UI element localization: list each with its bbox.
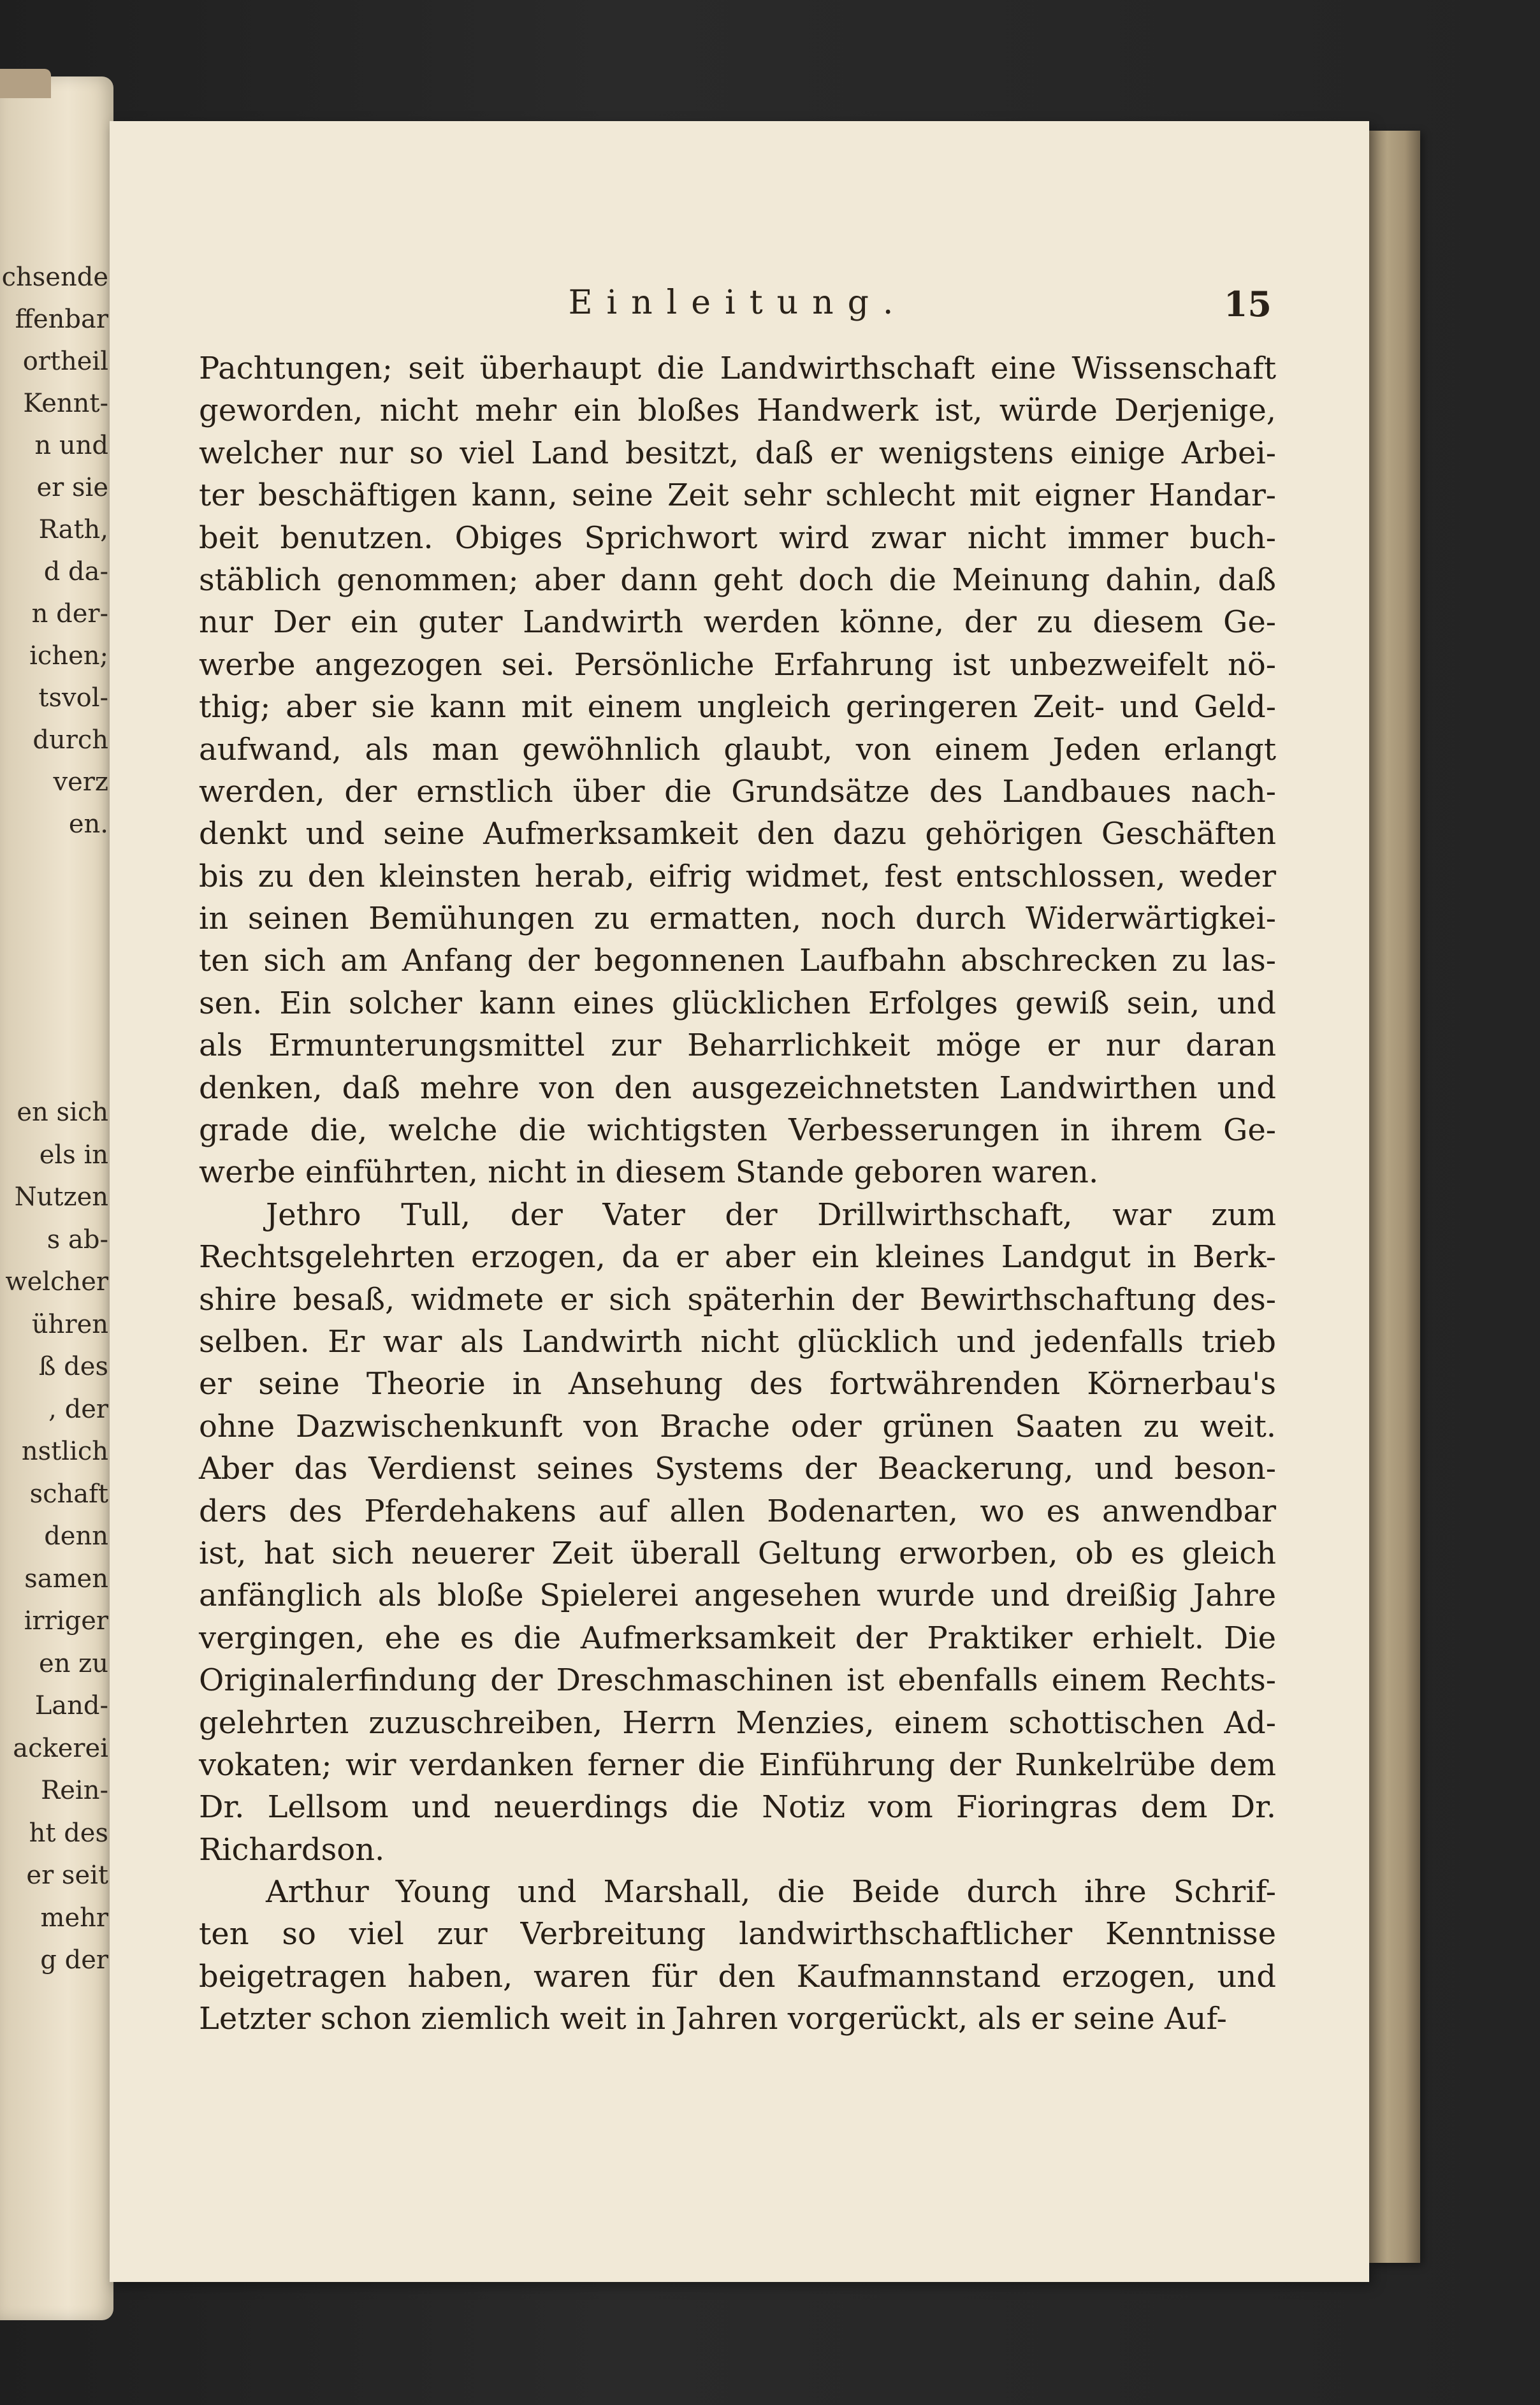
left-page-fragment: Rein-: [41, 1776, 108, 1805]
text-line: Pachtungen; seit überhaupt die Landwirthschaft eine Wissenschaft: [199, 351, 1276, 386]
left-page-fragment: ortheil: [22, 347, 108, 376]
left-page-fragment: Land-: [34, 1691, 108, 1720]
text-line: Aber das Verdienst seines Systems der Beackerung, und beson-: [199, 1451, 1276, 1487]
left-page-fragment: durch: [33, 725, 108, 755]
text-line: er seine Theorie in Ansehung des fortwährenden Körnerbau's: [199, 1366, 1276, 1402]
text-line: anfänglich als bloße Spielerei angesehen wurde und dreißig Jahre: [199, 1578, 1276, 1614]
left-page-fragment: Nutzen: [14, 1182, 108, 1212]
text-line: gelehrten zuzuschreiben, Herrn Menzies, einem schottischen Ad-: [199, 1704, 1276, 1741]
left-page-fragment: chsende: [1, 263, 108, 292]
text-line: ter beschäftigen kann, seine Zeit sehr schlecht mit eigner Handar-: [199, 477, 1276, 514]
left-page-fragment: ichen;: [29, 641, 108, 671]
left-page-text-fragments: [0, 76, 113, 2320]
text-line: werden, der ernstlich über die Grundsätze des Landbaues nach-: [199, 773, 1276, 810]
text-line: ten sich am Anfang der begonnenen Laufbahn abschrecken zu las-: [199, 943, 1276, 979]
left-cover-edge: [0, 69, 51, 98]
text-line: grade die, welche die wichtigsten Verbesserungen in ihrem Ge-: [199, 1112, 1276, 1149]
text-line: werbe angezogen sei. Persönliche Erfahrung ist unbezweifelt nö-: [199, 646, 1276, 683]
page-number: 15: [1223, 284, 1272, 324]
left-page-fragment: ffenbar: [15, 305, 108, 334]
text-line: werbe einführten, nicht in diesem Stande geboren waren.: [199, 1154, 1099, 1191]
body-text: [199, 347, 1276, 2040]
text-line: vokaten; wir verdanken ferner die Einführung der Runkelrübe dem: [199, 1747, 1276, 1783]
left-page-fragment: ackerei: [13, 1733, 108, 1763]
left-page-fragment: er sie: [36, 473, 108, 502]
left-page-fragment: en.: [68, 810, 108, 839]
running-head-title: Einleitung.: [568, 284, 908, 322]
left-page-fragment: els in: [39, 1140, 108, 1170]
text-line: nur Der ein guter Landwirth werden könne, der zu diesem Ge-: [199, 604, 1276, 641]
left-page-fragment: ht des: [29, 1818, 108, 1848]
main-page: [110, 121, 1369, 2282]
text-line: als Ermunterungsmittel zur Beharrlichkeit möge er nur daran: [199, 1028, 1276, 1064]
text-line: bis zu den kleinsten herab, eifrig widmet, fest entschlossen, weder: [199, 858, 1276, 894]
left-page-fragment: Kennt-: [23, 389, 108, 418]
text-line: welcher nur so viel Land besitzt, daß er wenigstens einige Arbei-: [199, 435, 1276, 471]
text-line: Dr. Lellsom und neuerdings die Notiz vom Fioringras dem Dr.: [199, 1789, 1276, 1826]
text-line: ten so viel zur Verbreitung landwirthschaftlicher Kenntnisse: [199, 1916, 1276, 1952]
left-page-fragment: n der-: [31, 599, 108, 628]
text-line: Richardson.: [199, 1831, 385, 1868]
left-page-fragment: en zu: [39, 1648, 108, 1678]
left-page-fragment: g der: [40, 1945, 108, 1975]
left-page-fragment: verz: [53, 767, 108, 797]
text-line: ders des Pferdehakens auf allen Bodenarten, wo es anwendbar: [199, 1493, 1276, 1529]
text-line: aufwand, als man gewöhnlich glaubt, von einem Jeden erlangt: [199, 731, 1276, 767]
text-line: stäblich genommen; aber dann geht doch die Meinung dahin, daß: [199, 562, 1276, 598]
page-block-edge: [1369, 131, 1420, 2263]
running-head: [204, 284, 1272, 328]
text-line: selben. Er war als Landwirth nicht glücklich und jedenfalls trieb: [199, 1323, 1276, 1360]
left-page-fragment: samen: [24, 1564, 108, 1594]
left-page-fragment: Rath,: [38, 515, 108, 544]
left-page-fragment: s ab-: [47, 1224, 108, 1254]
left-page-fragment: , der: [48, 1394, 108, 1424]
text-line: shire besaß, widmete er sich späterhin der Bewirthschaftung des-: [199, 1281, 1276, 1318]
text-line: ist, hat sich neuerer Zeit überall Geltung erworben, ob es gleich: [199, 1535, 1276, 1571]
left-page-fragment: d da-: [43, 557, 108, 586]
text-line: vergingen, ehe es die Aufmerksamkeit der Praktiker erhielt. Die: [199, 1620, 1276, 1656]
text-line: denkt und seine Aufmerksamkeit den dazu gehörigen Geschäften: [199, 816, 1276, 852]
left-page-fragment: n und: [34, 431, 108, 460]
left-facing-page: [0, 76, 113, 2320]
left-page-fragment: er seit: [26, 1861, 108, 1890]
text-line: Rechtsgelehrten erzogen, da er aber ein kleines Landgut in Berk-: [199, 1239, 1276, 1275]
left-page-fragment: ß des: [38, 1352, 108, 1381]
text-line: beigetragen haben, waren für den Kaufmannstand erzogen, und: [199, 1958, 1276, 1994]
text-line: Jethro Tull, der Vater der Drillwirthschaft, war zum: [266, 1196, 1276, 1233]
text-line: beit benutzen. Obiges Sprichwort wird zwar nicht immer buch-: [199, 520, 1276, 556]
left-page-fragment: tsvol-: [38, 683, 108, 713]
text-line: Originalerfindung der Dreschmaschinen ist ebenfalls einem Rechts-: [199, 1662, 1276, 1699]
text-line: thig; aber sie kann mit einem ungleich geringeren Zeit- und Geld-: [199, 689, 1276, 725]
text-line: in seinen Bemühungen zu ermatten, noch durch Widerwärtigkei-: [199, 901, 1276, 937]
text-line: geworden, nicht mehr ein bloßes Handwerk ist, würde Derjenige,: [199, 393, 1276, 429]
left-page-fragment: mehr: [40, 1903, 108, 1933]
text-line: ohne Dazwischenkunft von Brache oder grünen Saaten zu weit.: [199, 1408, 1276, 1444]
text-line: Letzter schon ziemlich weit in Jahren vorgerückt, als er seine Auf-: [199, 2001, 1227, 2037]
left-page-fragment: welcher: [5, 1267, 108, 1297]
text-line: Arthur Young und Marshall, die Beide durch ihre Schrif-: [266, 1874, 1276, 1910]
text-line: denken, daß mehre von den ausgezeichnetsten Landwirthen und: [199, 1070, 1276, 1106]
left-page-fragment: nstlich: [21, 1437, 108, 1466]
left-page-fragment: ühren: [31, 1309, 108, 1339]
left-page-fragment: schaft: [29, 1479, 108, 1509]
text-line: sen. Ein solcher kann eines glücklichen Erfolges gewiß sein, und: [199, 985, 1276, 1021]
left-page-fragment: denn: [44, 1522, 108, 1551]
left-page-fragment: en sich: [17, 1098, 108, 1127]
left-page-fragment: irriger: [24, 1606, 108, 1636]
